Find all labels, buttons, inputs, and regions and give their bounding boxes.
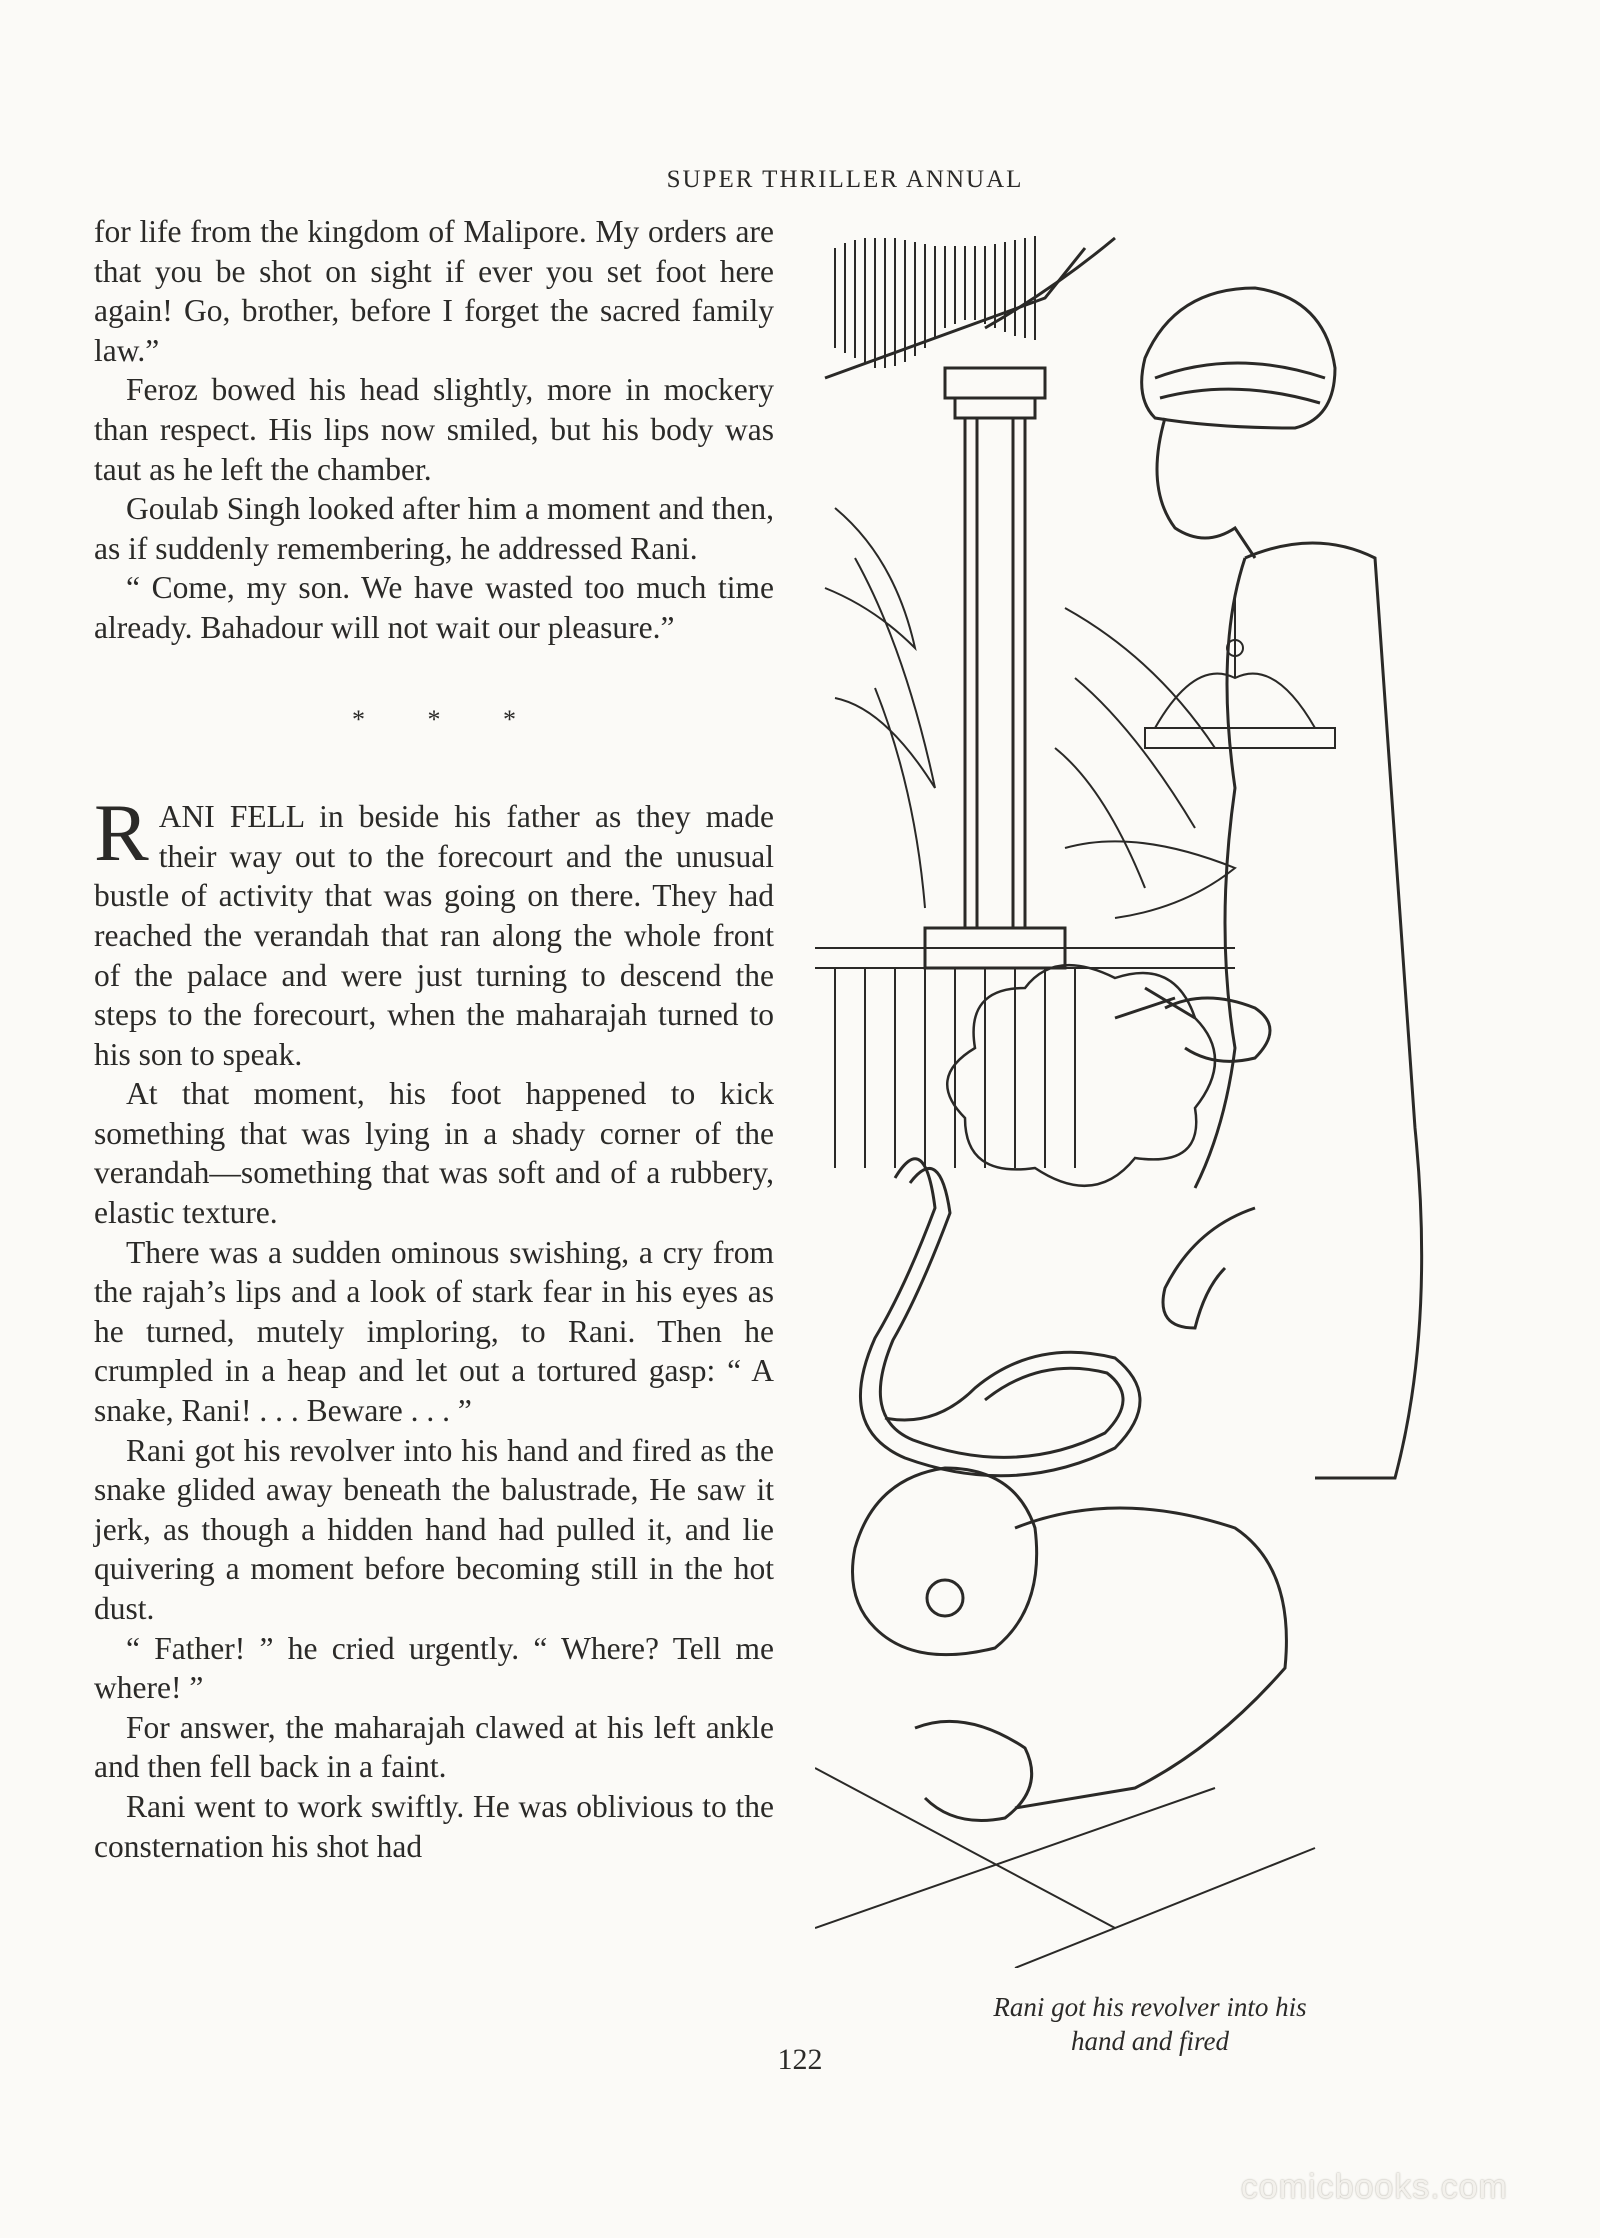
paragraph-dropcap <box>94 787 774 1074</box>
paragraph: Feroz bowed his head slightly, more in mockery than respect. His lips now smiled, but his body was taut as he left the chamber. <box>94 372 774 487</box>
turbaned-figure <box>1115 288 1422 1478</box>
caption-line: Rani got his revolver into his <box>993 1992 1307 2022</box>
illustration-drawing <box>815 228 1485 1968</box>
drop-cap: R <box>94 787 149 879</box>
snake <box>860 1159 1140 1476</box>
illustration <box>815 228 1485 1968</box>
fallen-maharajah <box>853 1468 1287 1821</box>
section-break: * * * <box>352 704 516 734</box>
palm-foliage <box>825 508 1235 918</box>
paragraph: “ Come, my son. We have wasted too much time already. Bahadour will not wait our pleasure.” <box>94 570 774 645</box>
paragraph-text: ANI FELL in beside his father as they made their way out to the forecourt and the unusual bustle of activity that was going on there. They had reached the verandah that ran along the whole front of the palace and were just turning to descend the steps to the forecourt, when the maharajah turned to his son to speak. <box>94 799 774 1072</box>
pillar <box>925 368 1065 968</box>
caption-line: hand and fired <box>1071 2026 1229 2056</box>
floor-lines <box>815 1768 1315 1968</box>
paragraph: “ Father! ” he cried urgently. “ Where? Tell me where! ” <box>94 1630 774 1706</box>
paragraph: For answer, the maharajah clawed at his left ankle and then fell back in a faint. <box>94 1709 774 1785</box>
body-text-column <box>94 212 774 1866</box>
dome <box>1145 598 1335 748</box>
watermark: comicbooks.com <box>1240 2168 1508 2206</box>
paragraph: for life from the kingdom of Malipore. My orders are that you be shot on sight if ever you set foot here again! Go, brother, before I forget the sacred family law.” <box>94 214 774 368</box>
paragraph: Rani went to work swiftly. He was oblivious to the consternation his shot had <box>94 1788 774 1864</box>
paragraph: Rani got his revolver into his hand and fired as the snake glided away beneath the balustrade, He saw it jerk, as though a hidden hand had pulled it, and lie quivering a moment before becoming still in the hot dust. <box>94 1432 774 1626</box>
paragraph: At that moment, his foot happened to kick something that was lying in a shady corner of the verandah—something that was soft and of a rubbery, elastic texture. <box>94 1076 774 1231</box>
page-number: 122 <box>777 2043 823 2076</box>
paragraph: Goulab Singh looked after him a moment and then, as if suddenly remembering, he addressed Rani. <box>94 491 774 566</box>
paragraph: There was a sudden ominous swishing, a cry from the rajah’s lips and a look of stark fear in his eyes as he turned, mutely imploring, to Rani. Then he crumpled in a heap and let out a tortured gasp: “ A snake, Rani! . . . Beware . . . ” <box>94 1234 774 1429</box>
arch-hatching <box>835 236 1035 368</box>
running-header: SUPER THRILLER ANNUAL <box>666 166 1024 193</box>
